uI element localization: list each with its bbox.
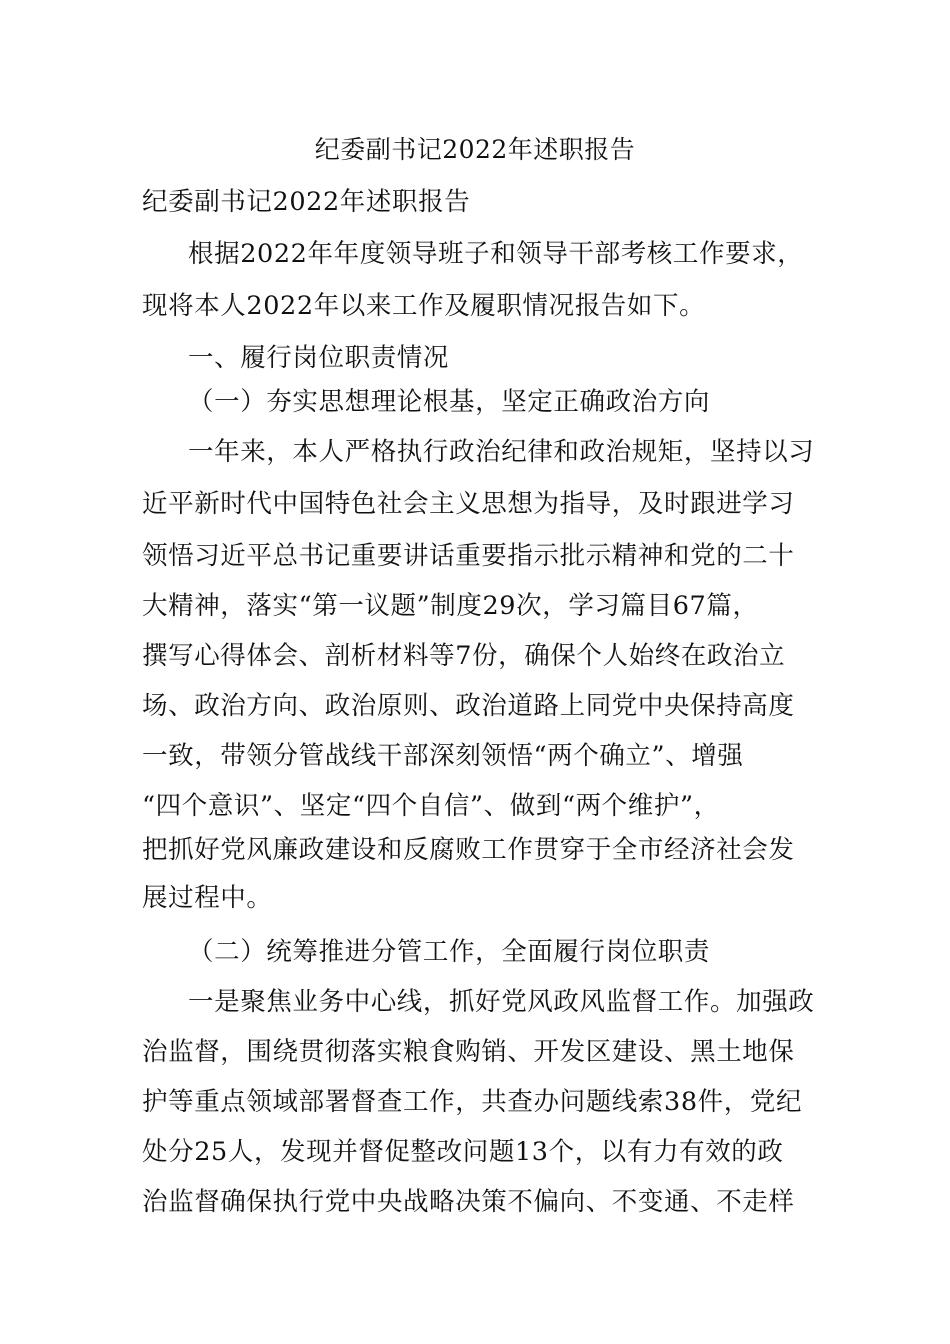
paragraph-line: 一是聚焦业务中心线，抓好党风政风监督工作。加强政 <box>188 987 815 1017</box>
paragraph-line: 一致，带领分管战线干部深刻领悟“两个确立”、增强 <box>142 741 744 771</box>
paragraph-line: 现将本人2022年以来工作及履职情况报告如下。 <box>142 291 706 321</box>
paragraph-line: 治监督，围绕贯彻落实粮食购销、开发区建设、黑土地保 <box>142 1037 795 1067</box>
paragraph-line: 近平新时代中国特色社会主义思想为指导，及时跟进学习 <box>142 489 795 519</box>
subsection-heading: （一）夯实思想理论根基，坚定正确政治方向 <box>188 387 711 417</box>
paragraph-line: 撰写心得体会、剖析材料等7份，确保个人始终在政治立 <box>142 641 786 671</box>
paragraph-line: “四个意识”、坚定“四个自信”、做到“两个维护”， <box>142 791 720 821</box>
paragraph-line: 处分25人，发现并督促整改问题13个，以有力有效的政 <box>142 1137 784 1167</box>
paragraph-line: 大精神，落实“第一议题”制度29次，学习篇目67篇， <box>142 591 759 621</box>
document-subtitle: 纪委副书记2022年述职报告 <box>142 187 471 217</box>
subsection-heading: （二）统筹推进分管工作，全面履行岗位职责 <box>188 937 711 967</box>
document-title: 纪委副书记2022年述职报告 <box>314 135 636 164</box>
paragraph-line: 护等重点领域部署督查工作，共查办问题线索38件，党纪 <box>142 1087 803 1117</box>
paragraph-line: 领悟习近平总书记重要讲话重要指示批示精神和党的二十 <box>142 541 795 571</box>
paragraph-line: 场、政治方向、政治原则、政治道路上同党中央保持高度 <box>142 691 795 721</box>
paragraph-line: 治监督确保执行党中央战略决策不偏向、不变通、不走样 <box>142 1187 795 1217</box>
paragraph-line: 展过程中。 <box>142 883 273 913</box>
section-heading: 一、履行岗位职责情况 <box>188 343 450 373</box>
paragraph-line: 一年来，本人严格执行政治纪律和政治规矩，坚持以习 <box>188 437 815 467</box>
paragraph-line: 把抓好党风廉政建设和反腐败工作贯穿于全市经济社会发 <box>142 835 795 865</box>
paragraph-line: 根据2022年年度领导班子和领导干部考核工作要求， <box>188 239 804 269</box>
